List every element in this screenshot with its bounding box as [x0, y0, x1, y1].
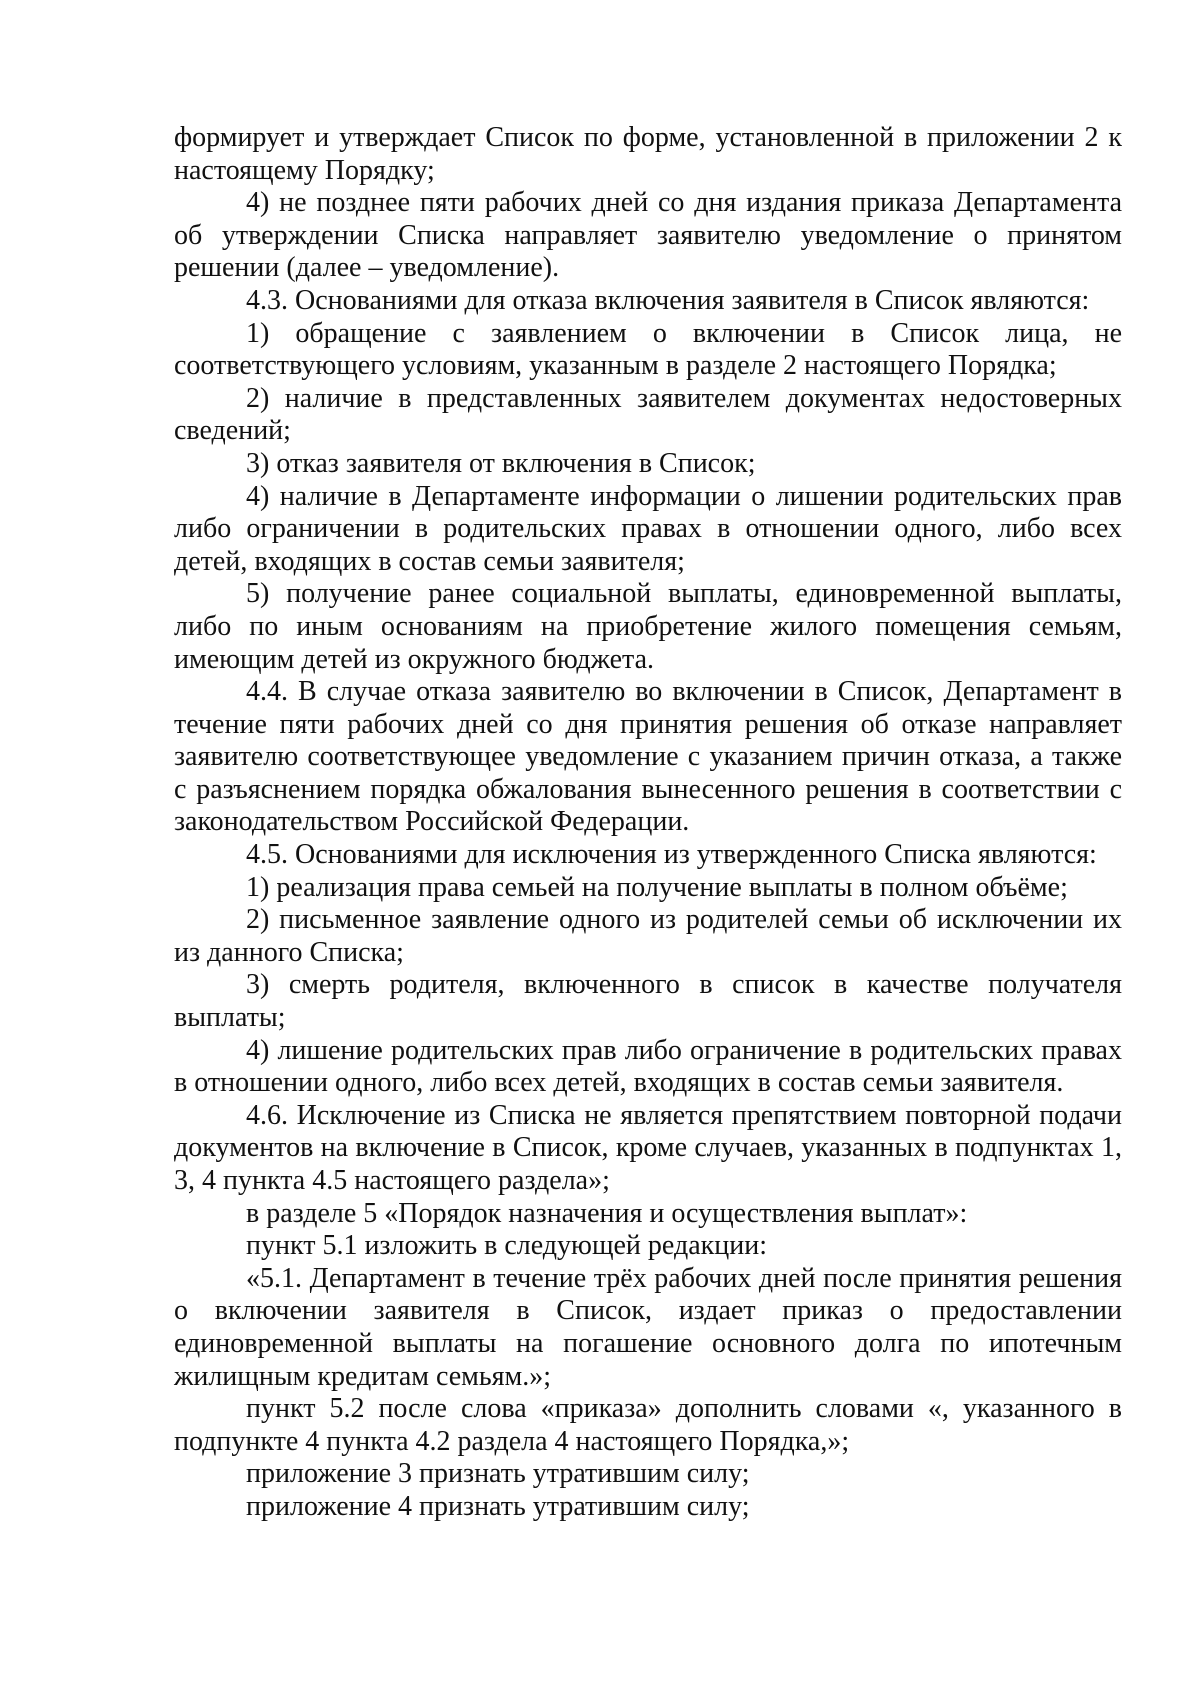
paragraph: 4) наличие в Департаменте информации о лишении родительских прав либо ограничении в родительских правах в отношении одного, либо всех детей, входящих в состав семьи заявителя; [174, 480, 1122, 577]
paragraph: 2) наличие в представленных заявителем документах недостоверных сведений; [174, 382, 1122, 447]
paragraph: 1) обращение с заявлением о включении в Список лица, не соответствующего условиям, указанным в разделе 2 настоящего Порядка; [174, 317, 1122, 382]
paragraph: 4.4. В случае отказа заявителю во включении в Список, Департамент в течение пяти рабочих дней со дня принятия решения об отказе направляет заявителю соответствующее уведомление с указанием причин отказа, а также с разъяснением порядка обжалования вынесенного решения в соответствии с законодательством Российской Федерации. [174, 676, 1122, 838]
paragraph: 4) лишение родительских прав либо ограничение в родительских правах в отношении одного, либо всех детей, входящих в состав семьи заявителя. [174, 1034, 1122, 1099]
paragraph: пункт 5.2 после слова «приказа» дополнить словами «, указанного в подпункте 4 пункта 4.2 раздела 4 настоящего Порядка,»; [174, 1393, 1122, 1457]
paragraph: 4.3. Основаниями для отказа включения заявителя в Список являются: [246, 284, 1090, 316]
paragraph: формирует и утверждает Список по форме, установленной в приложении 2 к настоящему Порядку; [174, 122, 1122, 186]
paragraph: 4.5. Основаниями для исключения из утвержденного Списка являются: [246, 839, 1097, 871]
paragraph: 4.6. Исключение из Списка не является препятствием повторной подачи документов на включение в Список, кроме случаев, указанных в подпунктах 1, 3, 4 пункта 4.5 настоящего раздела»; [174, 1099, 1122, 1196]
paragraph: 3) смерть родителя, включенного в список в качестве получателя выплаты; [174, 969, 1122, 1034]
paragraph: 5) получение ранее социальной выплаты, единовременной выплаты, либо по иным основаниям на приобретение жилого помещения семьям, имеющим детей из окружного бюджета. [174, 578, 1122, 675]
paragraph: в разделе 5 «Порядок назначения и осуществления выплат»: [246, 1197, 968, 1229]
paragraph: 4) не позднее пяти рабочих дней со дня издания приказа Департамента об утверждении Списка направляет заявителю уведомление о принятом решении (далее – уведомление). [174, 187, 1122, 284]
paragraph: приложение 3 признать утратившим силу; [246, 1458, 750, 1490]
paragraph: «5.1. Департамент в течение трёх рабочих дней после принятия решения о включении заявителя в Список, издает приказ о предоставлении единовременной выплаты на погашение основного долга по ипотечным жилищным кредитам семьям.»; [174, 1262, 1122, 1392]
paragraph: 3) отказ заявителя от включения в Список; [246, 447, 756, 479]
paragraph: приложение 4 признать утратившим силу; [246, 1490, 750, 1522]
document-page [174, 122, 1122, 1524]
paragraph: пункт 5.1 изложить в следующей редакции: [246, 1230, 767, 1262]
paragraph: 2) письменное заявление одного из родителей семьи об исключении их из данного Списка; [174, 904, 1122, 968]
paragraph: 1) реализация права семьей на получение выплаты в полном объёме; [246, 871, 1068, 903]
